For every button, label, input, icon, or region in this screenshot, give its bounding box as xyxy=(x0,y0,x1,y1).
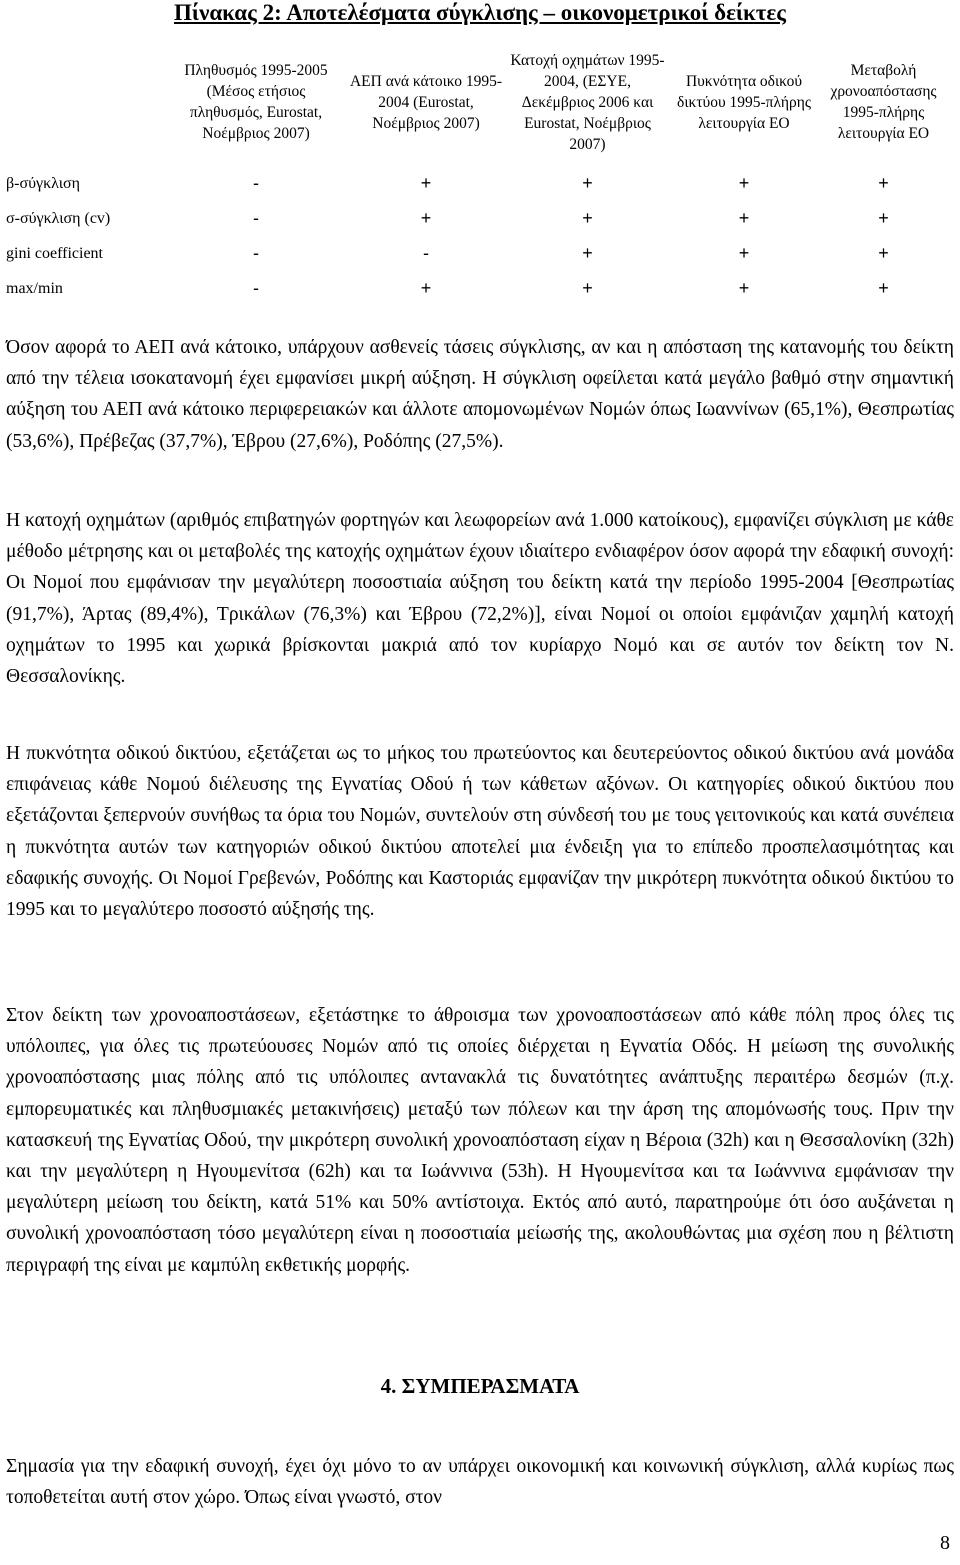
table-cell: + xyxy=(582,278,593,298)
header-road-density: Πυκνότητα οδικού δικτύου 1995-πλήρης λειτουργία ΕΟ xyxy=(677,72,811,132)
row-label: max/min xyxy=(6,279,63,297)
header-population: Πληθυσμός 1995-2005 (Μέσος ετήσιος πληθυσμός, Eurostat, Νοέμβριος 2007) xyxy=(184,62,328,142)
row-label-header xyxy=(6,38,168,166)
table-title: Πίνακας 2: Αποτελέσματα σύγκλισης – οικονομετρικοί δείκτες xyxy=(174,0,786,25)
table-cell: + xyxy=(738,243,750,263)
page-number: 8 xyxy=(940,1532,950,1554)
header-travel-time-change: Μεταβολή χρονοαπόστασης 1995-πλήρης λειτουργία ΕΟ xyxy=(830,62,937,142)
table-cell: + xyxy=(420,208,432,228)
paragraph-travel-time: Στον δείκτη των χρονοαποστάσεων, εξετάστηκε το άθροισμα των χρονοαποστάσεων από κάθε πόλη προς όλες τις υπόλοιπες, για όλες τις πρωτεύουσες Νομών από τις οποίες διέρχεται η Εγνατία Οδός. Η μείωση της συνολικής χρονοαπόστασης μιας πόλης από τις υπόλοιπες αντανακλά τις δυνατότητες ανάπτυξης περαιτέρω δεσμών (π.χ. εμπορευματικές και πληθυσμιακές μετακινήσεις) μεταξύ των πόλεων και την άρση της απομόνωσής τους. Πριν την κατασκευή της Εγνατίας Οδού, την μικρότερη συνολική χρονοαπόσταση είχαν η Βέροια (32h) και η Θεσσαλονίκη (32h) και την μεγαλύτερη η Ηγουμενίτσα (62h) και τα Ιωάννινα (53h). Η Ηγουμενίτσα και τα Ιωάννινα εμφάνισαν την μεγαλύτερη μείωση του δείκτη, κατά 51% και 50% αντίστοιχα. Εκτός από αυτό, παρατηρούμε ότι όσο αυξάνεται η συνολική χρονοαπόσταση τόσο μεγαλύτερη είναι η ποσοστιαία μείωσής της, ακολουθώντας μια σχέση που η βέλτιστη περιγραφή της είναι με καμπύλη εκθετικής μορφής. xyxy=(6,1005,954,1276)
table-cell: + xyxy=(582,208,593,228)
results-table xyxy=(6,38,946,306)
table-row xyxy=(6,271,946,306)
table-cell: + xyxy=(420,173,432,193)
header-vehicle-ownership: Κατοχή οχημάτων 1995-2004, (ΕΣΥΕ, Δεκέμβριος 2006 και Eurostat, Νοέμβριος 2007) xyxy=(510,51,665,153)
row-label: β-σύγκλιση xyxy=(6,174,81,192)
paragraph-conclusions: Σημασία για την εδαφική συνοχή, έχει όχι μόνο το αν υπάρχει οικονομική και κοινωνική σύγκλιση, αλλά κυρίως πως τοποθετείται αυτή στον χώρο. Όπως είναι γνωστό, στον xyxy=(6,1456,954,1509)
table-cell: - xyxy=(423,243,429,263)
table-row xyxy=(6,201,946,236)
table-cell: + xyxy=(582,173,593,193)
paragraph-gdp: Όσον αφορά το ΑΕΠ ανά κάτοικο, υπάρχουν ασθενείς τάσεις σύγκλισης, αν και η απόσταση της κατανομής του δείκτη από την τέλεια ισοκατανομή έχει εμφανίσει μικρή αύξηση. Η σύγκλιση οφείλεται κατά μεγάλο βαθμό στην σημαντική αύξηση του ΑΕΠ ανά κάτοικο περιφερειακών και άλλοτε απομονωμένων Νομών όπως Ιωαννίνων (65,1%), Θεσπρωτίας (53,6%), Πρέβεζας (37,7%), Έβρου (27,6%), Ροδόπης (27,5%). xyxy=(6,337,954,452)
table-row xyxy=(6,166,946,201)
table-cell: + xyxy=(738,278,750,298)
table-cell: + xyxy=(582,243,593,263)
table-cell: + xyxy=(878,278,889,298)
table-cell: + xyxy=(878,173,889,193)
table-cell: + xyxy=(738,208,750,228)
table-cell: - xyxy=(253,243,259,263)
header-gdp-per-capita: ΑΕΠ ανά κάτοικο 1995-2004 (Eurostat, Νοέμβριος 2007) xyxy=(349,72,503,132)
table-cell: - xyxy=(253,278,259,298)
row-label: σ-σύγκλιση (cv) xyxy=(6,209,111,227)
paragraph-vehicles: Η κατοχή οχημάτων (αριθμός επιβατηγών φορτηγών και λεωφορείων ανά 1.000 κατοίκους), εμφανίζει σύγκλιση με κάθε μέθοδο μέτρησης και οι μεταβολές της κατοχής οχημάτων έχουν ιδιαίτερο ενδιαφέρον όσον αφορά την εδαφική συνοχή: Οι Νομοί που εμφάνισαν την μεγαλύτερη ποσοστιαία αύξηση του δείκτη κατά την περίοδο 1995-2004 [Θεσπρωτίας (91,7%), Άρτας (89,4%), Τρικάλων (76,3%) και Έβρου (72,2%)], είναι Νομοί οι οποίοι εμφάνιζαν χαμηλή κατοχή οχημάτων το 1995 και χωρικά βρίσκονται μακριά από τον κυρίαρχο Νομό και σε αυτόν τον δείκτη τον Ν. Θεσσαλονίκης. xyxy=(6,510,954,688)
section-heading: 4. ΣΥΜΠΕΡΑΣΜΑΤΑ xyxy=(380,1374,580,1398)
table-cell: + xyxy=(878,243,889,263)
table-cell: - xyxy=(253,173,259,193)
table-cell: + xyxy=(420,278,432,298)
row-label: gini coefficient xyxy=(6,244,103,262)
table-row xyxy=(6,236,946,271)
table-cell: - xyxy=(253,208,259,228)
table-cell: + xyxy=(878,208,889,228)
table-cell: + xyxy=(738,173,750,193)
paragraph-road-density: Η πυκνότητα οδικού δικτύου, εξετάζεται ως το μήκος του πρωτεύοντος και δευτερεύοντος οδικού δικτύου ανά μονάδα επιφάνειας κάθε Νομού διέλευσης της Εγνατίας Οδού ή των κάθετων αξόνων. Οι κατηγορίες οδικού δικτύου που εξετάζονται ξεπερνούν συνήθως τα όρια του Νομών, συντελούν στη σύνδεσή του με τους γειτονικούς και κατά συνέπεια η πυκνότητα αυτών των κατηγοριών οδικού δικτύου αποτελεί μια ένδειξη για το επίπεδο προσπελασιμότητας και εδαφικής συνοχής. Οι Νομοί Γρεβενών, Ροδόπης και Καστοριάς εμφανίζαν την μικρότερη πυκνότητα οδικού δικτύου το 1995 και το μεγαλύτερο ποσοστό αύξησής της. xyxy=(6,743,954,921)
table-header-row xyxy=(6,38,946,166)
